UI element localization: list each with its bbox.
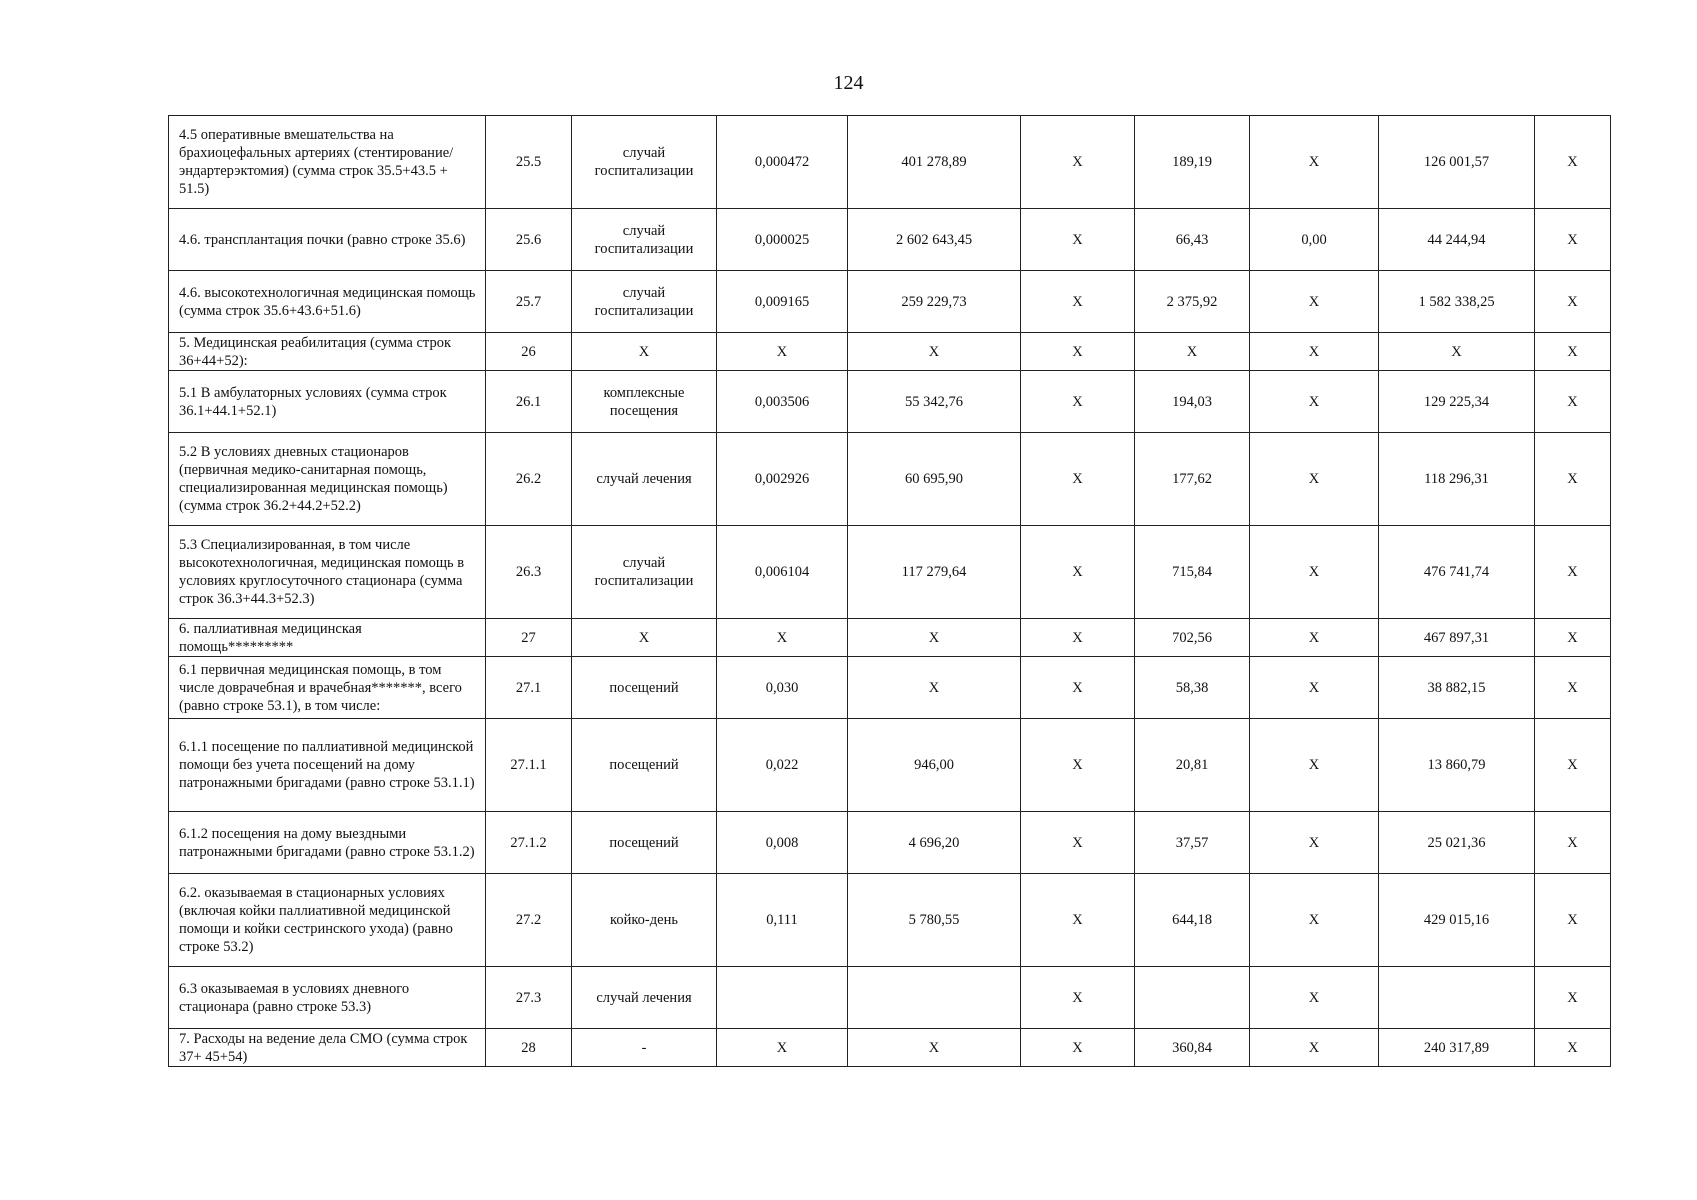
col8-cell: X bbox=[1250, 812, 1379, 874]
table-row bbox=[169, 1029, 1611, 1067]
col9-cell: 38 882,15 bbox=[1379, 657, 1535, 719]
row-code-cell: 27.3 bbox=[486, 967, 572, 1029]
row-name-cell: 6.1 первичная медицинская помощь, в том числе доврачебная и врачебная*******, всего (равно строке 53.1), в том числе: bbox=[169, 657, 486, 719]
col10-cell: X bbox=[1535, 371, 1611, 433]
col7-cell bbox=[1135, 967, 1250, 1029]
col5-cell: 55 342,76 bbox=[848, 371, 1021, 433]
col4-cell: 0,022 bbox=[717, 719, 848, 812]
row-unit-cell: посещений bbox=[572, 657, 717, 719]
col8-cell: X bbox=[1250, 657, 1379, 719]
table-row bbox=[169, 967, 1611, 1029]
table-row bbox=[169, 433, 1611, 526]
col5-cell: 401 278,89 bbox=[848, 116, 1021, 209]
col5-cell: 2 602 643,45 bbox=[848, 209, 1021, 271]
col10-cell: X bbox=[1535, 619, 1611, 657]
col9-cell: 476 741,74 bbox=[1379, 526, 1535, 619]
row-name-cell: 6.1.1 посещение по паллиативной медицинской помощи без учета посещений на дому патронажными бригадами (равно строке 53.1.1) bbox=[169, 719, 486, 812]
page-number: 124 bbox=[833, 72, 864, 94]
col4-cell: 0,111 bbox=[717, 874, 848, 967]
col4-cell: 0,030 bbox=[717, 657, 848, 719]
row-code-cell: 25.7 bbox=[486, 271, 572, 333]
col6-cell: X bbox=[1021, 371, 1135, 433]
row-code-cell: 27.1.1 bbox=[486, 719, 572, 812]
col8-cell: X bbox=[1250, 371, 1379, 433]
col7-cell: 37,57 bbox=[1135, 812, 1250, 874]
col7-cell: 360,84 bbox=[1135, 1029, 1250, 1067]
col5-cell: X bbox=[848, 619, 1021, 657]
col7-cell: 2 375,92 bbox=[1135, 271, 1250, 333]
col7-cell: 20,81 bbox=[1135, 719, 1250, 812]
col6-cell: X bbox=[1021, 1029, 1135, 1067]
col9-cell: 1 582 338,25 bbox=[1379, 271, 1535, 333]
row-name-cell: 4.6. высокотехнологичная медицинская помощь (сумма строк 35.6+43.6+51.6) bbox=[169, 271, 486, 333]
row-code-cell: 28 bbox=[486, 1029, 572, 1067]
col10-cell: X bbox=[1535, 271, 1611, 333]
table-row bbox=[169, 526, 1611, 619]
col7-cell: 644,18 bbox=[1135, 874, 1250, 967]
col10-cell: X bbox=[1535, 116, 1611, 209]
col10-cell: X bbox=[1535, 657, 1611, 719]
row-unit-cell: случай госпитализации bbox=[572, 526, 717, 619]
col7-cell: 58,38 bbox=[1135, 657, 1250, 719]
col4-cell: 0,003506 bbox=[717, 371, 848, 433]
col5-cell: 117 279,64 bbox=[848, 526, 1021, 619]
row-name-cell: 5.1 В амбулаторных условиях (сумма строк 36.1+44.1+52.1) bbox=[169, 371, 486, 433]
col6-cell: X bbox=[1021, 657, 1135, 719]
col4-cell bbox=[717, 967, 848, 1029]
table-row bbox=[169, 371, 1611, 433]
col8-cell: X bbox=[1250, 271, 1379, 333]
col10-cell: X bbox=[1535, 433, 1611, 526]
col9-cell: 25 021,36 bbox=[1379, 812, 1535, 874]
row-name-cell: 6.2. оказываемая в стационарных условиях (включая койки паллиативной медицинской помощи и койки сестринского ухода) (равно строке 53.2) bbox=[169, 874, 486, 967]
col10-cell: X bbox=[1535, 1029, 1611, 1067]
row-unit-cell: комплексные посещения bbox=[572, 371, 717, 433]
col6-cell: X bbox=[1021, 719, 1135, 812]
table-row bbox=[169, 116, 1611, 209]
col6-cell: X bbox=[1021, 967, 1135, 1029]
col6-cell: X bbox=[1021, 333, 1135, 371]
row-unit-cell: случай лечения bbox=[572, 967, 717, 1029]
col9-cell: 118 296,31 bbox=[1379, 433, 1535, 526]
col10-cell: X bbox=[1535, 333, 1611, 371]
row-name-cell: 5.2 В условиях дневных стационаров (первичная медико-санитарная помощь, специализированная медицинская помощь) (сумма строк 36.2+44.2+52.2) bbox=[169, 433, 486, 526]
row-code-cell: 26.1 bbox=[486, 371, 572, 433]
data-table bbox=[168, 115, 1611, 1067]
col8-cell: X bbox=[1250, 719, 1379, 812]
table-row bbox=[169, 333, 1611, 371]
col10-cell: X bbox=[1535, 526, 1611, 619]
row-name-cell: 6.1.2 посещения на дому выездными патронажными бригадами (равно строке 53.1.2) bbox=[169, 812, 486, 874]
row-unit-cell: случай госпитализации bbox=[572, 116, 717, 209]
col8-cell: X bbox=[1250, 333, 1379, 371]
col9-cell: 13 860,79 bbox=[1379, 719, 1535, 812]
row-unit-cell: посещений bbox=[572, 812, 717, 874]
row-code-cell: 26.3 bbox=[486, 526, 572, 619]
col8-cell: 0,00 bbox=[1250, 209, 1379, 271]
col4-cell: 0,002926 bbox=[717, 433, 848, 526]
table-row bbox=[169, 619, 1611, 657]
col7-cell: X bbox=[1135, 333, 1250, 371]
col4-cell: 0,000025 bbox=[717, 209, 848, 271]
col9-cell bbox=[1379, 967, 1535, 1029]
col6-cell: X bbox=[1021, 116, 1135, 209]
col8-cell: X bbox=[1250, 116, 1379, 209]
col7-cell: 177,62 bbox=[1135, 433, 1250, 526]
row-unit-cell: койко-день bbox=[572, 874, 717, 967]
col7-cell: 189,19 bbox=[1135, 116, 1250, 209]
col6-cell: X bbox=[1021, 526, 1135, 619]
col4-cell: X bbox=[717, 333, 848, 371]
row-code-cell: 27 bbox=[486, 619, 572, 657]
col10-cell: X bbox=[1535, 874, 1611, 967]
col9-cell: 44 244,94 bbox=[1379, 209, 1535, 271]
row-code-cell: 27.2 bbox=[486, 874, 572, 967]
col4-cell: X bbox=[717, 1029, 848, 1067]
row-code-cell: 25.5 bbox=[486, 116, 572, 209]
col7-cell: 66,43 bbox=[1135, 209, 1250, 271]
row-name-cell: 5. Медицинская реабилитация (сумма строк 36+44+52): bbox=[169, 333, 486, 371]
col9-cell: 429 015,16 bbox=[1379, 874, 1535, 967]
col9-cell: 467 897,31 bbox=[1379, 619, 1535, 657]
row-name-cell: 6.3 оказываемая в условиях дневного стационара (равно строке 53.3) bbox=[169, 967, 486, 1029]
col4-cell: X bbox=[717, 619, 848, 657]
table-row bbox=[169, 874, 1611, 967]
col5-cell: X bbox=[848, 657, 1021, 719]
col5-cell: X bbox=[848, 1029, 1021, 1067]
row-name-cell: 4.5 оперативные вмешательства на брахиоцефальных артериях (стентирование/эндартерэктомия) (сумма строк 35.5+43.5 + 51.5) bbox=[169, 116, 486, 209]
row-unit-cell: X bbox=[572, 619, 717, 657]
row-name-cell: 6. паллиативная медицинская помощь********* bbox=[169, 619, 486, 657]
col4-cell: 0,009165 bbox=[717, 271, 848, 333]
row-code-cell: 27.1.2 bbox=[486, 812, 572, 874]
col6-cell: X bbox=[1021, 271, 1135, 333]
col6-cell: X bbox=[1021, 433, 1135, 526]
table-row bbox=[169, 657, 1611, 719]
table-row bbox=[169, 209, 1611, 271]
col6-cell: X bbox=[1021, 874, 1135, 967]
col6-cell: X bbox=[1021, 619, 1135, 657]
row-name-cell: 5.3 Специализированная, в том числе высокотехнологичная, медицинская помощь в условиях круглосуточного стационара (сумма строк 36.3+44.3+52.3) bbox=[169, 526, 486, 619]
col7-cell: 194,03 bbox=[1135, 371, 1250, 433]
col4-cell: 0,000472 bbox=[717, 116, 848, 209]
row-name-cell: 4.6. трансплантация почки (равно строке 35.6) bbox=[169, 209, 486, 271]
col7-cell: 702,56 bbox=[1135, 619, 1250, 657]
row-code-cell: 26 bbox=[486, 333, 572, 371]
col9-cell: 240 317,89 bbox=[1379, 1029, 1535, 1067]
col9-cell: 126 001,57 bbox=[1379, 116, 1535, 209]
col8-cell: X bbox=[1250, 433, 1379, 526]
col6-cell: X bbox=[1021, 209, 1135, 271]
col10-cell: X bbox=[1535, 812, 1611, 874]
col8-cell: X bbox=[1250, 619, 1379, 657]
row-code-cell: 26.2 bbox=[486, 433, 572, 526]
row-unit-cell: случай госпитализации bbox=[572, 209, 717, 271]
row-unit-cell: случай лечения bbox=[572, 433, 717, 526]
col9-cell: 129 225,34 bbox=[1379, 371, 1535, 433]
col5-cell bbox=[848, 967, 1021, 1029]
col6-cell: X bbox=[1021, 812, 1135, 874]
row-code-cell: 25.6 bbox=[486, 209, 572, 271]
col10-cell: X bbox=[1535, 719, 1611, 812]
col5-cell: 60 695,90 bbox=[848, 433, 1021, 526]
row-unit-cell: X bbox=[572, 333, 717, 371]
col5-cell: 259 229,73 bbox=[848, 271, 1021, 333]
row-unit-cell: случай госпитализации bbox=[572, 271, 717, 333]
row-code-cell: 27.1 bbox=[486, 657, 572, 719]
col8-cell: X bbox=[1250, 526, 1379, 619]
col8-cell: X bbox=[1250, 874, 1379, 967]
col4-cell: 0,006104 bbox=[717, 526, 848, 619]
table-row bbox=[169, 271, 1611, 333]
col10-cell: X bbox=[1535, 967, 1611, 1029]
row-unit-cell: - bbox=[572, 1029, 717, 1067]
table-row bbox=[169, 719, 1611, 812]
col5-cell: 946,00 bbox=[848, 719, 1021, 812]
row-name-cell: 7. Расходы на ведение дела СМО (сумма строк 37+ 45+54) bbox=[169, 1029, 486, 1067]
col8-cell: X bbox=[1250, 967, 1379, 1029]
col4-cell: 0,008 bbox=[717, 812, 848, 874]
col5-cell: 4 696,20 bbox=[848, 812, 1021, 874]
col9-cell: X bbox=[1379, 333, 1535, 371]
col5-cell: 5 780,55 bbox=[848, 874, 1021, 967]
col5-cell: X bbox=[848, 333, 1021, 371]
table-row bbox=[169, 812, 1611, 874]
row-unit-cell: посещений bbox=[572, 719, 717, 812]
col10-cell: X bbox=[1535, 209, 1611, 271]
col7-cell: 715,84 bbox=[1135, 526, 1250, 619]
col8-cell: X bbox=[1250, 1029, 1379, 1067]
